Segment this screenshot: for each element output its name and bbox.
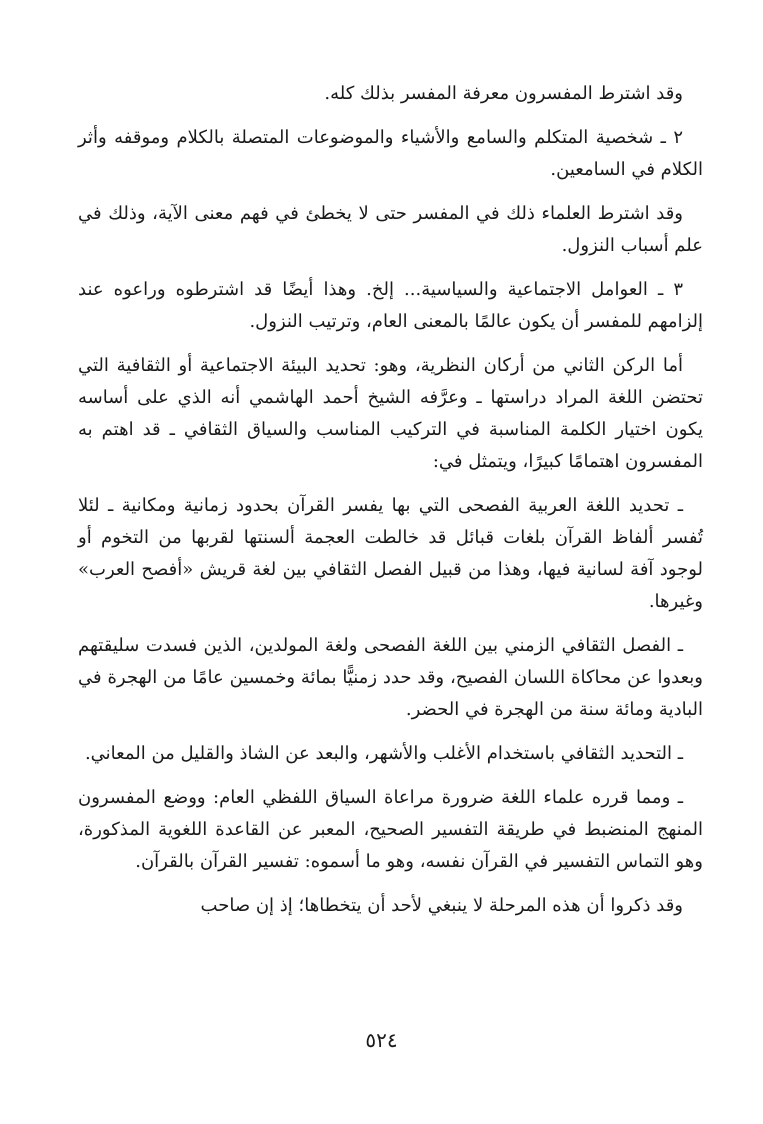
paragraph-10: وقد ذكروا أن هذه المرحلة لا ينبغي لأحد أن يتخطاها؛ إذ إن صاحب (200, 895, 683, 916)
paragraph-8: ـ التحديد الثقافي باستخدام الأغلب والأشهر، والبعد عن الشاذ والقليل من المعاني. (84, 743, 683, 764)
paragraph-9: ـ ومما قرره علماء اللغة ضرورة مراعاة السياق اللفظي العام: ووضع المفسرون المنهج المنضبط في طريقة التفسير الصحيح، المعبر عن القاعدة اللغوية المذكورة، وهو التماس التفسير في القرآن نفسه، وهو ما أسموه: تفسير القرآن بالقرآن. (78, 787, 703, 872)
paragraph-5: أما الركن الثاني من أركان النظرية، وهو: تحديد البيئة الاجتماعية أو الثقافية التي تحتضن اللغة المراد دراستها ـ وعرَّفه الشيخ أحمد الهاشمي أنه الذي على أساسه يكون اختيار الكلمة المناسبة في التركيب المناسب والسياق الثقافي ـ قد اهتم به المفسرون اهتمامًا كبيرًا، ويتمثل في: (78, 355, 703, 472)
paragraph-7: ـ الفصل الثقافي الزمني بين اللغة الفصحى ولغة المولدين، الذين فسدت سليقتهم وبعدوا عن محاكاة اللسان الفصيح، وقد حدد زمنيًّا بمائة وخمسين عامًا من الهجرة في البادية ومائة سنة من الهجرة في الحضر. (78, 635, 703, 720)
paragraph-2: ٢ ـ شخصية المتكلم والسامع والأشياء والموضوعات المتصلة بالكلام وموقفه وأثر الكلام في السامعين. (78, 127, 703, 180)
paragraph-6: ـ تحديد اللغة العربية الفصحى التي بها يفسر القرآن بحدود زمانية ومكانية ـ لئلا تُفسر ألفاظ القرآن بلغات قبائل قد خالطت العجمة ألسنتها لقربها من التخوم أو لوجود آفة لسانية فيها، وهذا من قبيل الفصل الثقافي بين لغة قريش «أفصح العرب» وغيرها. (78, 495, 703, 612)
page-number: ٥٢٤ (365, 1028, 398, 1052)
page-body (78, 78, 703, 934)
paragraph-4: ٣ ـ العوامل الاجتماعية والسياسية... إلخ. وهذا أيضًا قد اشترطوه وراعوه عند إلزامهم للمفسر أن يكون عالمًا بالمعنى العام، وترتيب النزول. (78, 279, 703, 332)
paragraph-1: وقد اشترط المفسرون معرفة المفسر بذلك كله. (324, 83, 683, 104)
paragraph-3: وقد اشترط العلماء ذلك في المفسر حتى لا يخطئ في فهم معنى الآية، وذلك في علم أسباب النزول. (78, 203, 703, 256)
